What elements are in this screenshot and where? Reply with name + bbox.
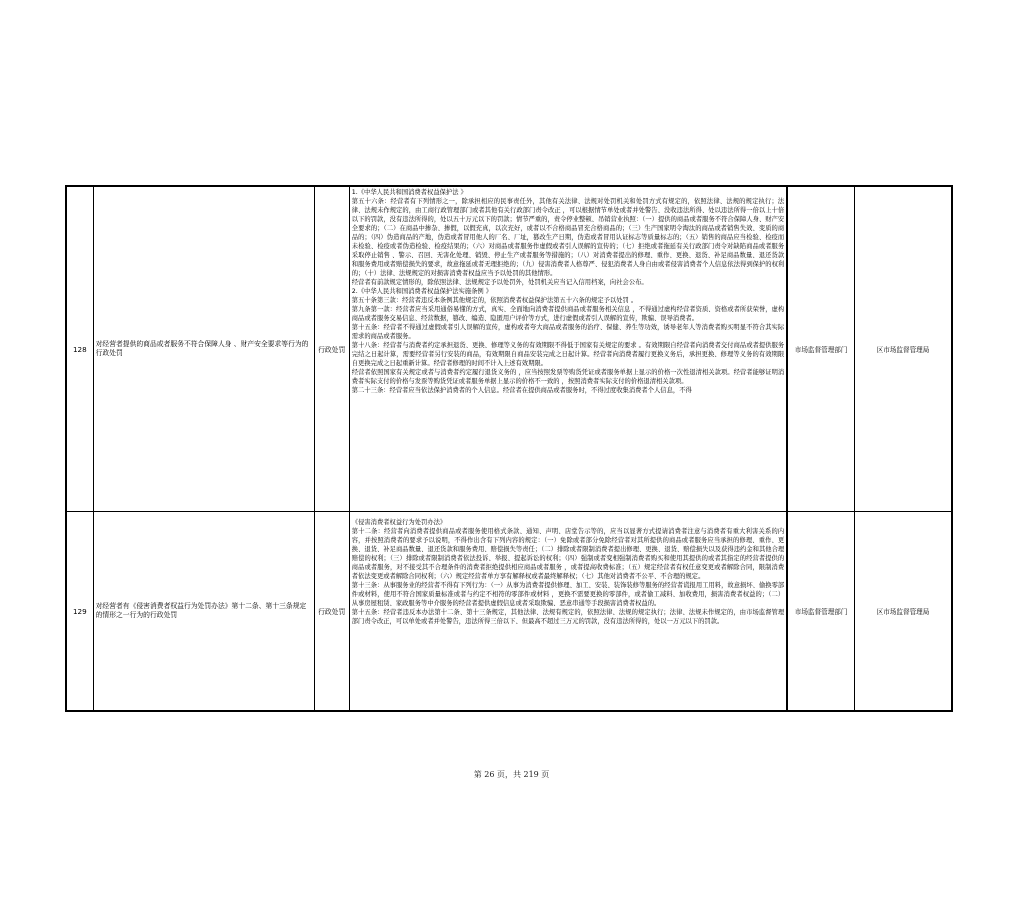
enforcement-level: 区市场监督管理局 [855,186,952,512]
enforcement-level: 区市场监督管理局 [855,512,952,712]
table-row [66,186,952,512]
item-type: 行政处罚 [314,512,349,712]
legal-basis-cell [349,512,787,712]
responsible-department: 市场监督管理部门 [787,512,854,712]
responsible-department: 市场监督管理部门 [787,186,854,512]
row-number: 128 [66,186,93,512]
item-type: 行政处罚 [314,186,349,512]
legal-basis-text [350,512,786,710]
basis-paragraph: 2.《中华人民共和国消费者权益保护法实施条例 》 [351,288,492,295]
basis-paragraph: 第九条第一款：经营者应当采用通俗易懂的方式，真实、全面地向消费者提供商品或者服务相关信息 ，不得通过虚构经营者资质、资格或者所获荣誉，虚构商品或者服务交易信息、经营数据，篡改、编造、隐匿用户评价等方式，进行虚假或者引人误解的宣传，欺骗、误导消费者。 [351,306,785,322]
penalty-table [65,185,953,712]
legal-basis-cell [349,186,787,512]
basis-paragraph: 第五十条第三款：经营者违反本条例其他规定的，依照消费者权益保护法第五十六条的规定予以处罚 。 [351,297,638,304]
legal-basis-text [350,187,786,511]
item-name: 对经营者提供的商品或者服务不符合保障人身 、财产安全要求等行为的行政处罚 [93,186,314,512]
basis-paragraph: 第五十六条：经营者有下列情形之一，除承担相应的民事责任外，其他有关法律、法规对处罚机关和处罚方式有规定的，依照法律、法规的规定执行；法律、法规未作规定的，由工商行政管理部门或者其他有关行政部门责令改正 ，可以根据情节单处或者并处警告、没收违法所得、处以违法所得一倍以上十倍以下的罚款，没有违法所得的，处以五十万元以下的罚款；情节严重的，责令停业整顿、吊销营业执照：（一）提供的商品或者服务不符合保障人身、财产安全要求的；（二）在商品中掺杂、掺假，以假充真，以次充好，或者以不合格商品冒充合格商品的；（三）生产国家明令淘汰的商品或者销售失效、变质的商品的；（四）伪造商品的产地，伪造或者冒用他人的厂名、厂址，篡改生产日期，伪造或者冒用认证标志等质量标志的；（五）销售的商品应当检验、检疫而未检验、检疫或者伪造检验、检疫结果的；（六）对商品或者服务作虚假或者引人误解的宣传的；（七）拒绝或者拖延有关行政部门责令对缺陷商品或者服务采取停止销售 、警示、召回、无害化处理、销毁、停止生产或者服务等措施的；（八）对消费者提出的修理、重作、更换、退货、补足商品数量、退还货款和服务费用或者赔偿损失的要求，故意拖延或者无理拒绝的；（九）侵害消费者人格尊严、侵犯消费者人身自由或者侵害消费者个人信息依法得到保护的权利的；（十）法律、法规规定的对损害消费者权益应当予以处罚的其他情形。 [351,198,785,277]
page-number-footer: 第 26 页，共 219 页 [473,770,550,779]
row-number: 129 [66,512,93,712]
basis-paragraph: 第二十三条：经营者应当依法保护消费者的个人信息。经营者在提供商品或者服务时，不得过度收集消费者个人信息，不得 [351,387,692,394]
table-row [66,512,952,712]
basis-paragraph: 1.《中华人民共和国消费者权益保护法 》 [351,189,467,196]
basis-paragraph: 第十五条：经营者违反本办法第十二条、第十三条规定，其他法律、法规有规定的，依照法律、法规的规定执行；法律、法规未作规定的，由市场监督管理部门责令改正，可以单处或者并处警告，违法所得三倍以下、但最高不超过三万元的罚款，没有违法所得的，处以一万元以下的罚款。 [351,609,785,625]
basis-paragraph: 第十二条：经营者向消费者提供商品或者服务使用格式条款、通知、声明、店堂告示等的，应当以显著方式提请消费者注意与消费者有重大利害关系的内容，并按照消费者的要求予以说明，不得作出含有下列内容的规定：（一）免除或者部分免除经营者对其所提供的商品或者服务应当承担的修理、重作、更换、退货、补足商品数量、退还货款和服务费用、赔偿损失等责任；（二）排除或者限制消费者提出修理、更换、退货、赔偿损失以及获得违约金和其他合理赔偿的权利；（三）排除或者限制消费者依法投诉、举报、提起诉讼的权利；（四）强制或者变相强制消费者购买和使用其提供的或者其指定的经营者提供的商品或者服务，对不接受其不合理条件的消费者拒绝提供相应商品或者服务 ，或者提高收费标准；（五）规定经营者有权任意变更或者解除合同，限制消费者依法变更或者解除合同权利；（六）规定经营者单方享有解释权或者最终解释权；（七）其他对消费者不公平、不合理的规定。 [351,528,785,580]
basis-paragraph: 经营者有前款规定情形的，除依照法律、法规规定予以处罚外，处罚机关应当记入信用档案，向社会公布。 [351,279,648,286]
basis-paragraph: 第十三条：从事服务业的经营者不得有下列行为：（一）从事为消费者提供修理、加工、安装、装饰装修等服务的经营者谎报用工用料，故意损坏、偷换零部件或材料，使用不符合国家质量标准或者与约定不相符的零部件或材料 ，更换不需要更换的零部件，或者偷工减料、加收费用，损害消费者权益的；（二）从事房屋租赁、家政服务等中介服务的经营者提供虚假信息或者采取欺骗、恶意串通等手段损害消费者权益的。 [351,582,785,607]
basis-paragraph: 经营者依照国家有关规定或者与消费者约定履行退货义务的 ，应当按照发票等购货凭证或者服务单据上显示的价格一次性退清相关款项。经营者能够证明消费者实际支付的价格与发票等购货凭证或者服务单据上显示的价格不一致的 ，按照消费者实际支付的价格退清相关款项。 [351,369,785,385]
basis-paragraph: 第十五条：经营者不得通过虚假或者引人误解的宣传，虚构或者夸大商品或者服务的治疗、保健、养生等功效，诱导老年人等消费者购买明显不符合其实际需求的商品或者服务。 [351,324,785,340]
item-name: 对经营者有《侵害消费者权益行为处罚办法》第十二条、第十三条规定的情形之一行为的行政处罚 [93,512,314,712]
basis-paragraph: 第十八条：经营者与消费者约定承担退货、更换、修理等义务的有效期限不得低于国家有关规定的要求 。有效期限自经营者向消费者交付商品或者提供服务完结之日起计算，需要经营者另行安装的商品，有效期限自商品安装完成之日起计算。经营者向消费者履行更换义务后，承担更换、修理等义务的有效期限自更换完成之日起重新计算。经营者修理的时间不计入上述有效期限。 [351,342,785,367]
basis-paragraph: 《侵害消费者权益行为处罚办法》 [351,519,447,526]
